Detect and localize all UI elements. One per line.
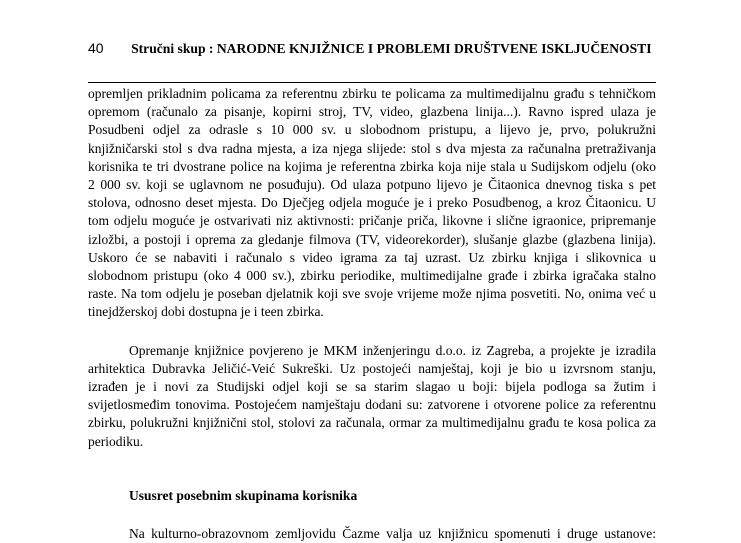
text-line: svijetlosmeđim tonovima. Postojećem namještaju dodani su: zatvorene i otvorene police za referentnu (88, 397, 656, 413)
text-line: opremljen prikladnim policama za referentnu zbirku te policama za multimedijalnu građu s tehničkom (88, 86, 656, 101)
document-body (88, 85, 656, 543)
text-line: knjižničarski stol s dva radna mjesta, a iza njega slijede: stol s dva mjesta za računalna pretraživanja (88, 140, 656, 156)
paragraph-furnishing (88, 85, 656, 322)
text-line: izrađen je i novi za Studijski odjel koji se sa starim slagao u boji: bijela podloga sa žutim i (88, 379, 656, 395)
text-line: arhitektica Dubravka Jeličić-Veić Sukreški. Uz postojeći namještaj, koji je bio u izvrsnom stanju, (88, 360, 656, 376)
text-line: periodiku. (88, 433, 144, 449)
running-title: Stručni skup : NARODNE KNJIŽNICE I PROBLEMI DRUŠTVENE ISKLJUČENOSTI (131, 41, 652, 56)
paragraph-equipment (88, 342, 656, 451)
section-heading: Ususret posebnim skupinama korisnika (129, 487, 358, 503)
page-header (88, 40, 668, 58)
text-line: raste. Na tom odjelu je poseban djelatnik koji sve svoje vrijeme može njima posvetiti. No, onima već u (88, 286, 656, 302)
text-line: Na kulturno-obrazovnom zemljovidu Čazme valja uz knjižnicu spomenuti i druge ustanove: (129, 526, 656, 542)
header-rule (88, 82, 656, 83)
text-line: Uskoro će se nabaviti i računalo s video igrama za taj uzrast. Uz zbirku knjiga i slikovnica u (88, 249, 656, 265)
text-line: korisnika te tri dvostrane police na kojima je referentna zbirka koja nije stala u Sudijskom odjelu (oko (88, 158, 656, 174)
text-line: zbirku, polukružni knjižnični stol, stolovi za računala, ormar za multimedijalnu građu te kosa polica za (88, 415, 656, 431)
text-line: 2 000 sv. koji se uglavnom ne posuđuju). Od ulaza potpuno lijevo je Čitaonica dnevnog tiska s pet (88, 177, 656, 193)
text-line: izložbi, a postoji i oprema za gledanje filmova (TV, videorekorder), slušanje glazbe (glazbena linija). (88, 231, 656, 247)
text-line: tinejdžerskoj dobi dostupna je i teen zbirka. (88, 304, 324, 320)
paragraph-cultural (88, 525, 656, 543)
text-line: opremom (računalo za pisanje, kopirni stroj, TV, video, glazbena linija...). Ravno ispred ulaza je (88, 104, 656, 120)
text-line: slobodnom pristupu (oko 4 000 sv.), zbirku periodike, multimedijalne građe i zbirka igračaka stalno (88, 268, 656, 284)
text-line: tom odjelu moguće je ostvarivati niz aktivnosti: pričanje priča, likovne i slične igraonice, pripremanje (88, 213, 656, 229)
text-line: Posudbeni odjel za odrasle s 10 000 sv. u slobodnom pristupu, a lijevo je, prvo, polukružni (88, 122, 656, 138)
page-number: 40 (88, 40, 104, 56)
text-line: Opremanje knjižnice povjereno je MKM inženjeringu d.o.o. iz Zagreba, a projekte je izradila (129, 342, 656, 358)
text-line: stolova, odnosno deset mjesta. Do Dječjeg odjela moguće je i preko Posudbenog, a kroz Čitaonicu. U (88, 195, 656, 211)
